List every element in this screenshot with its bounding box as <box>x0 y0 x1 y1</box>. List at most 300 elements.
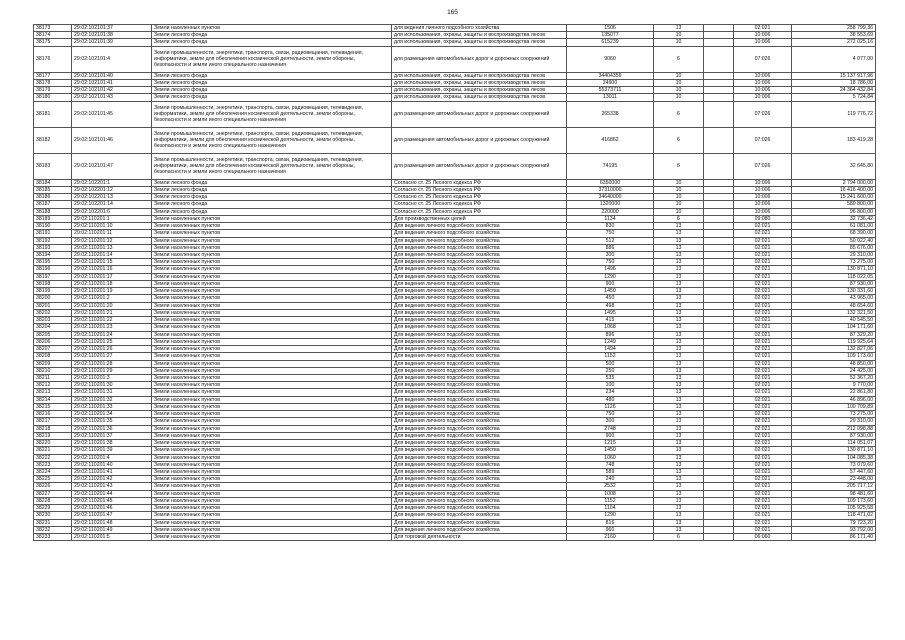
cell-use: Для ведения личного подсобного хозяйства <box>392 483 567 490</box>
cell-cat: Земли населенных пунктов <box>152 324 392 331</box>
cell-use: Для ведения личного подсобного хозяйства <box>392 280 567 287</box>
cell-sum: 109 173,60 <box>792 353 876 360</box>
cell-code: 10:006 <box>734 201 792 208</box>
cell-cad: 29:02:110201:31 <box>72 389 152 396</box>
cell-area: 1496 <box>567 266 654 273</box>
cell-a2 <box>704 201 734 208</box>
cell-no: 38230 <box>34 512 72 519</box>
cell-cat: Земли населенных пунктов <box>152 215 392 222</box>
cell-sum: 22 861,80 <box>792 389 876 396</box>
cell-a1: 13 <box>654 353 704 360</box>
cell-no: 38188 <box>34 208 72 215</box>
cell-a2 <box>704 338 734 345</box>
cell-a1: 13 <box>654 447 704 454</box>
cell-no: 38194 <box>34 251 72 258</box>
cell-sum: 40 545,50 <box>792 317 876 324</box>
cell-code: 10:006 <box>734 94 792 101</box>
cell-sum: 73 275,00 <box>792 259 876 266</box>
cell-cad: 29:02:110201:48 <box>72 519 152 526</box>
cell-no: 38173 <box>34 25 72 32</box>
cell-no: 38177 <box>34 72 72 79</box>
cell-sum: 23 448,00 <box>792 476 876 483</box>
table-row <box>34 331 876 338</box>
cell-a2 <box>704 179 734 186</box>
cell-sum: 105 925,58 <box>792 505 876 512</box>
cell-sum: 9 770,00 <box>792 382 876 389</box>
cell-a1: 13 <box>654 497 704 504</box>
table-row <box>34 317 876 324</box>
table-row <box>34 280 876 287</box>
cell-sum: 114 051,07 <box>792 440 876 447</box>
cell-cad: 29:02:102201:14 <box>72 201 152 208</box>
cell-a2 <box>704 251 734 258</box>
cell-sum: 130 331,60 <box>792 288 876 295</box>
cell-area: 1008 <box>567 490 654 497</box>
cell-code: 10:006 <box>734 87 792 94</box>
cell-use: Для ведения личного подсобного хозяйства <box>392 230 567 237</box>
cell-no: 38187 <box>34 201 72 208</box>
cell-no: 38227 <box>34 490 72 497</box>
cell-use: для использования, охраны, защиты и воспроизводства лесов <box>392 87 567 94</box>
cell-area: 830 <box>567 223 654 230</box>
cell-a1: 13 <box>654 317 704 324</box>
table-row <box>34 519 876 526</box>
cell-code: 02:021 <box>734 266 792 273</box>
table-row <box>34 367 876 374</box>
cell-a1: 13 <box>654 223 704 230</box>
cell-no: 38182 <box>34 127 72 153</box>
cell-a1: 13 <box>654 505 704 512</box>
cell-cat: Земли населенных пунктов <box>152 244 392 251</box>
cell-area: 1126 <box>567 403 654 410</box>
cell-sum: 68 390,00 <box>792 230 876 237</box>
cell-sum: 87 329,20 <box>792 331 876 338</box>
cell-sum: 109 173,60 <box>792 497 876 504</box>
cell-cad: 29:02:110201:49 <box>72 526 152 533</box>
cell-sum: 16 416 400,00 <box>792 186 876 193</box>
cell-code: 10:006 <box>734 179 792 186</box>
cell-area: 1134 <box>567 215 654 222</box>
cell-area: 1215 <box>567 440 654 447</box>
cell-a2 <box>704 519 734 526</box>
table-row <box>34 94 876 101</box>
table-row <box>34 396 876 403</box>
cell-sum: 73 275,00 <box>792 411 876 418</box>
cell-code: 02:021 <box>734 360 792 367</box>
cell-cad: 29:02:110201:44 <box>72 490 152 497</box>
cell-code: 10:006 <box>734 39 792 46</box>
cell-use: Согласно ст. 25 Лесного кодекса РФ <box>392 194 567 201</box>
cell-cat: Земли лесного фонда <box>152 94 392 101</box>
cell-cad: 29:02:110201:23 <box>72 324 152 331</box>
cell-sum: 46 896,00 <box>792 396 876 403</box>
cell-use: Для ведения личного подсобного хозяйства <box>392 425 567 432</box>
cell-use: Согласно ст. 25 Лесного кодекса РФ <box>392 186 567 193</box>
cell-a1: 13 <box>654 411 704 418</box>
cell-cad: 29:02:102101:40 <box>72 72 152 79</box>
table-row <box>34 324 876 331</box>
cell-sum: 104 085,38 <box>792 454 876 461</box>
cell-sum: 580 800,00 <box>792 201 876 208</box>
cell-area: 615239 <box>567 39 654 46</box>
cell-use: Для ведения личного подсобного хозяйства <box>392 374 567 381</box>
table-row <box>34 425 876 432</box>
cell-cad: 29:02:102201:1 <box>72 179 152 186</box>
cell-no: 38190 <box>34 223 72 230</box>
cell-sum: 87 930,00 <box>792 280 876 287</box>
cell-cad: 29:02:110201:40 <box>72 461 152 468</box>
cell-a2 <box>704 230 734 237</box>
cell-sum: 119 925,64 <box>792 338 876 345</box>
cell-area: 2748 <box>567 425 654 432</box>
cell-no: 38200 <box>34 295 72 302</box>
cell-area: 1290 <box>567 273 654 280</box>
cell-cat: Земли населенных пунктов <box>152 490 392 497</box>
cell-cat: Земли населенных пунктов <box>152 505 392 512</box>
table-row <box>34 497 876 504</box>
cell-no: 38204 <box>34 324 72 331</box>
cell-cat: Земли населенных пунктов <box>152 266 392 273</box>
cell-area: 34404359 <box>567 72 654 79</box>
cell-a2 <box>704 127 734 153</box>
cell-code: 02:021 <box>734 25 792 32</box>
cell-use: Для торговой деятельности <box>392 534 567 541</box>
cell-a2 <box>704 280 734 287</box>
cell-use: для размещения автомобильных дорог и дорожных сооружений <box>392 46 567 72</box>
cell-area: 135077 <box>567 32 654 39</box>
cell-no: 38175 <box>34 39 72 46</box>
cell-area: 24900 <box>567 79 654 86</box>
cell-a2 <box>704 454 734 461</box>
cell-code: 07:026 <box>734 153 792 179</box>
table-row <box>34 512 876 519</box>
cell-no: 38192 <box>34 237 72 244</box>
cell-area: 480 <box>567 396 654 403</box>
cell-use: Для ведения личного подсобного хозяйства <box>392 411 567 418</box>
table-row <box>34 153 876 179</box>
cell-a1: 13 <box>654 476 704 483</box>
cell-cad: 29:02:110201:33 <box>72 403 152 410</box>
cell-sum: 183 419,28 <box>792 127 876 153</box>
cell-cat: Земли лесного фонда <box>152 194 392 201</box>
cell-a2 <box>704 194 734 201</box>
cell-use: Для ведения личного подсобного хозяйства <box>392 519 567 526</box>
table-row <box>34 440 876 447</box>
cell-cad: 29:02:110201:37 <box>72 432 152 439</box>
table-row <box>34 46 876 72</box>
cell-cad: 29:02:110201:2 <box>72 295 152 302</box>
cell-a1: 6 <box>654 534 704 541</box>
cell-cat: Земли лесного фонда <box>152 87 392 94</box>
table-row <box>34 101 876 127</box>
cell-use: Для ведения личного подсобного хозяйства <box>392 367 567 374</box>
cell-area: 960 <box>567 526 654 533</box>
table-row <box>34 505 876 512</box>
cell-code: 02:021 <box>734 447 792 454</box>
cell-use: Для ведения личного подсобного хозяйства <box>392 273 567 280</box>
cell-area: 1320000 <box>567 201 654 208</box>
cell-no: 38216 <box>34 411 72 418</box>
cell-cat: Земли населенных пунктов <box>152 317 392 324</box>
cell-use: Для ведения личного подсобного хозяйства <box>392 476 567 483</box>
cell-area: 498 <box>567 302 654 309</box>
cell-a2 <box>704 403 734 410</box>
cell-no: 38215 <box>34 403 72 410</box>
cell-cat: Земли населенных пунктов <box>152 411 392 418</box>
cell-cat: Земли промышленности, энергетики, транспорта, связи, радиовещания, телевидения, информатики, земли для обеспечения космической деятельности, земли обороны, безопасности и земли иного специального назначения <box>152 153 392 179</box>
cell-area: 500 <box>567 360 654 367</box>
cell-cad: 29:02:110201:43 <box>72 483 152 490</box>
cell-sum: 118 022,05 <box>792 273 876 280</box>
cell-a2 <box>704 72 734 79</box>
cell-cad: 29:02:110201:10 <box>72 223 152 230</box>
cell-cat: Земли населенных пунктов <box>152 353 392 360</box>
cell-cat: Земли населенных пунктов <box>152 295 392 302</box>
cell-sum: 132 827,06 <box>792 346 876 353</box>
cell-cad: 29:02:102201:13 <box>72 194 152 201</box>
cell-no: 38208 <box>34 353 72 360</box>
cell-sum: 87 930,00 <box>792 432 876 439</box>
cell-a2 <box>704 273 734 280</box>
table-row <box>34 461 876 468</box>
cell-code: 10:006 <box>734 194 792 201</box>
cell-sum: 132 321,50 <box>792 309 876 316</box>
cell-a1: 6 <box>654 46 704 72</box>
cell-no: 38213 <box>34 389 72 396</box>
cell-cat: Земли населенных пунктов <box>152 432 392 439</box>
cell-area: 55373711 <box>567 87 654 94</box>
cell-no: 38220 <box>34 440 72 447</box>
cell-a2 <box>704 46 734 72</box>
cell-a2 <box>704 360 734 367</box>
cell-cat: Земли населенных пунктов <box>152 237 392 244</box>
cell-no: 38196 <box>34 266 72 273</box>
cell-a2 <box>704 396 734 403</box>
table-row <box>34 194 876 201</box>
cell-area: 240 <box>567 476 654 483</box>
cell-cad: 29:02:102201:6 <box>72 208 152 215</box>
cell-a1: 13 <box>654 25 704 32</box>
cell-a1: 13 <box>654 266 704 273</box>
cell-code: 02:021 <box>734 425 792 432</box>
cell-cat: Земли населенных пунктов <box>152 469 392 476</box>
cell-no: 38206 <box>34 338 72 345</box>
cell-a2 <box>704 346 734 353</box>
cell-use: Для ведения личного подсобного хозяйства <box>392 512 567 519</box>
cell-a2 <box>704 259 734 266</box>
cell-cat: Земли населенных пунктов <box>152 230 392 237</box>
cell-a2 <box>704 418 734 425</box>
cell-cat: Земли населенных пунктов <box>152 25 392 32</box>
cell-a1: 13 <box>654 280 704 287</box>
table-row <box>34 223 876 230</box>
table-row <box>34 186 876 193</box>
cell-sum: 205 717,12 <box>792 483 876 490</box>
cell-sum: 24 425,00 <box>792 367 876 374</box>
cell-a2 <box>704 79 734 86</box>
cell-use: Для ведения личного подсобного хозяйства <box>392 469 567 476</box>
cell-use: Для ведения личного подсобного хозяйства <box>392 331 567 338</box>
cell-no: 38229 <box>34 505 72 512</box>
cell-cat: Земли лесного фонда <box>152 39 392 46</box>
cell-area: 1068 <box>567 324 654 331</box>
cell-code: 02:021 <box>734 331 792 338</box>
cell-code: 02:021 <box>734 273 792 280</box>
cell-cat: Земли населенных пунктов <box>152 273 392 280</box>
table-row <box>34 353 876 360</box>
cell-a2 <box>704 526 734 533</box>
cell-a1: 13 <box>654 461 704 468</box>
table-row <box>34 418 876 425</box>
cell-code: 02:021 <box>734 411 792 418</box>
cell-area: 816 <box>567 519 654 526</box>
cell-no: 38225 <box>34 476 72 483</box>
table-row <box>34 295 876 302</box>
cell-cad: 29:02:110201:5 <box>72 534 152 541</box>
table-row <box>34 251 876 258</box>
table-row <box>34 374 876 381</box>
cell-no: 38176 <box>34 46 72 72</box>
cell-a1: 13 <box>654 432 704 439</box>
cell-no: 38180 <box>34 94 72 101</box>
cell-cad: 29:02:102101:43 <box>72 94 152 101</box>
table-row <box>34 32 876 39</box>
cell-a1: 13 <box>654 440 704 447</box>
cell-a2 <box>704 389 734 396</box>
cell-use: Для ведения личного подсобного хозяйства <box>392 440 567 447</box>
cell-cad: 29:02:110201:17 <box>72 273 152 280</box>
cell-a1: 13 <box>654 490 704 497</box>
cell-code: 02:021 <box>734 526 792 533</box>
cell-cad: 29:02:102201:12 <box>72 186 152 193</box>
cell-no: 38217 <box>34 418 72 425</box>
cell-use: Для ведения личного подсобного хозяйства <box>392 295 567 302</box>
cell-sum: 32 736,42 <box>792 215 876 222</box>
cell-code: 02:021 <box>734 353 792 360</box>
cell-code: 02:021 <box>734 396 792 403</box>
cell-cat: Земли населенных пунктов <box>152 447 392 454</box>
cell-cad: 29:02:110201:13 <box>72 244 152 251</box>
cell-a1: 13 <box>654 526 704 533</box>
cell-a2 <box>704 309 734 316</box>
cell-cad: 29:02:110201:47 <box>72 512 152 519</box>
cell-no: 38219 <box>34 432 72 439</box>
cell-a1: 13 <box>654 288 704 295</box>
cell-code: 02:021 <box>734 230 792 237</box>
cell-code: 10:006 <box>734 79 792 86</box>
cell-code: 02:021 <box>734 338 792 345</box>
cell-cad: 29:02:110201:29 <box>72 367 152 374</box>
cell-a2 <box>704 505 734 512</box>
cell-code: 02:021 <box>734 259 792 266</box>
cell-cad: 29:02:110201:21 <box>72 309 152 316</box>
cell-code: 06:060 <box>734 534 792 541</box>
cell-cat: Земли населенных пунктов <box>152 360 392 367</box>
cell-no: 38223 <box>34 461 72 468</box>
cell-area: 250 <box>567 367 654 374</box>
cell-a2 <box>704 432 734 439</box>
cell-code: 02:021 <box>734 288 792 295</box>
cell-use: для размещения автомобильных дорог и дорожных сооружений <box>392 127 567 153</box>
table-body <box>34 25 876 541</box>
cell-area: 1290 <box>567 512 654 519</box>
cell-a2 <box>704 32 734 39</box>
cell-a2 <box>704 94 734 101</box>
cell-area: 748 <box>567 461 654 468</box>
cell-a2 <box>704 244 734 251</box>
table-row <box>34 127 876 153</box>
cell-no: 38211 <box>34 374 72 381</box>
cell-cad: 29:02:102101:45 <box>72 101 152 127</box>
cell-use: Для ведения личного подсобного хозяйства <box>392 382 567 389</box>
cell-a1: 13 <box>654 324 704 331</box>
cell-sum: 43 965,00 <box>792 295 876 302</box>
table-row <box>34 382 876 389</box>
cell-sum: 48 654,60 <box>792 302 876 309</box>
cell-use: Для ведения личного подсобного хозяйства <box>392 244 567 251</box>
cell-no: 38201 <box>34 302 72 309</box>
cell-a2 <box>704 25 734 32</box>
cell-cad: 29:02:110201:35 <box>72 418 152 425</box>
cell-area: 1249 <box>567 338 654 345</box>
cell-a1: 13 <box>654 382 704 389</box>
cell-a1: 13 <box>654 338 704 345</box>
cell-area: 1506 <box>567 25 654 32</box>
cell-area: 234 <box>567 389 654 396</box>
cell-no: 38181 <box>34 101 72 127</box>
land-register-table <box>33 24 876 541</box>
cell-a2 <box>704 186 734 193</box>
cell-area: 512 <box>567 237 654 244</box>
cell-sum: 130 871,10 <box>792 447 876 454</box>
cell-code: 02:021 <box>734 346 792 353</box>
table-row <box>34 230 876 237</box>
cell-area: 1152 <box>567 497 654 504</box>
cell-code: 02:021 <box>734 469 792 476</box>
cell-sum: 73 079,60 <box>792 461 876 468</box>
cell-cat: Земли лесного фонда <box>152 32 392 39</box>
cell-use: Для ведения личного подсобного хозяйства <box>392 266 567 273</box>
cell-area: 265338 <box>567 101 654 127</box>
cell-cad: 29:02:110201:15 <box>72 259 152 266</box>
cell-no: 38199 <box>34 288 72 295</box>
cell-area: 900 <box>567 280 654 287</box>
cell-no: 38179 <box>34 87 72 94</box>
cell-a1: 13 <box>654 251 704 258</box>
cell-code: 02:021 <box>734 505 792 512</box>
cell-a1: 10 <box>654 39 704 46</box>
cell-use: Для ведения личного подсобного хозяйства <box>392 389 567 396</box>
cell-use: Для производственных целей <box>392 215 567 222</box>
cell-a1: 13 <box>654 403 704 410</box>
cell-no: 38228 <box>34 497 72 504</box>
table-row <box>34 389 876 396</box>
cell-sum: 85 676,00 <box>792 244 876 251</box>
cell-sum: 212 098,88 <box>792 425 876 432</box>
cell-area: 300 <box>567 251 654 258</box>
cell-sum: 272 025,16 <box>792 39 876 46</box>
cell-cat: Земли лесного фонда <box>152 208 392 215</box>
cell-code: 02:021 <box>734 519 792 526</box>
cell-no: 38209 <box>34 360 72 367</box>
cell-use: Для ведения личного подсобного хозяйства <box>392 309 567 316</box>
cell-code: 02:021 <box>734 237 792 244</box>
cell-a1: 13 <box>654 469 704 476</box>
cell-a1: 10 <box>654 87 704 94</box>
cell-a2 <box>704 440 734 447</box>
cell-code: 02:021 <box>734 389 792 396</box>
cell-cad: 29:02:102101:42 <box>72 87 152 94</box>
